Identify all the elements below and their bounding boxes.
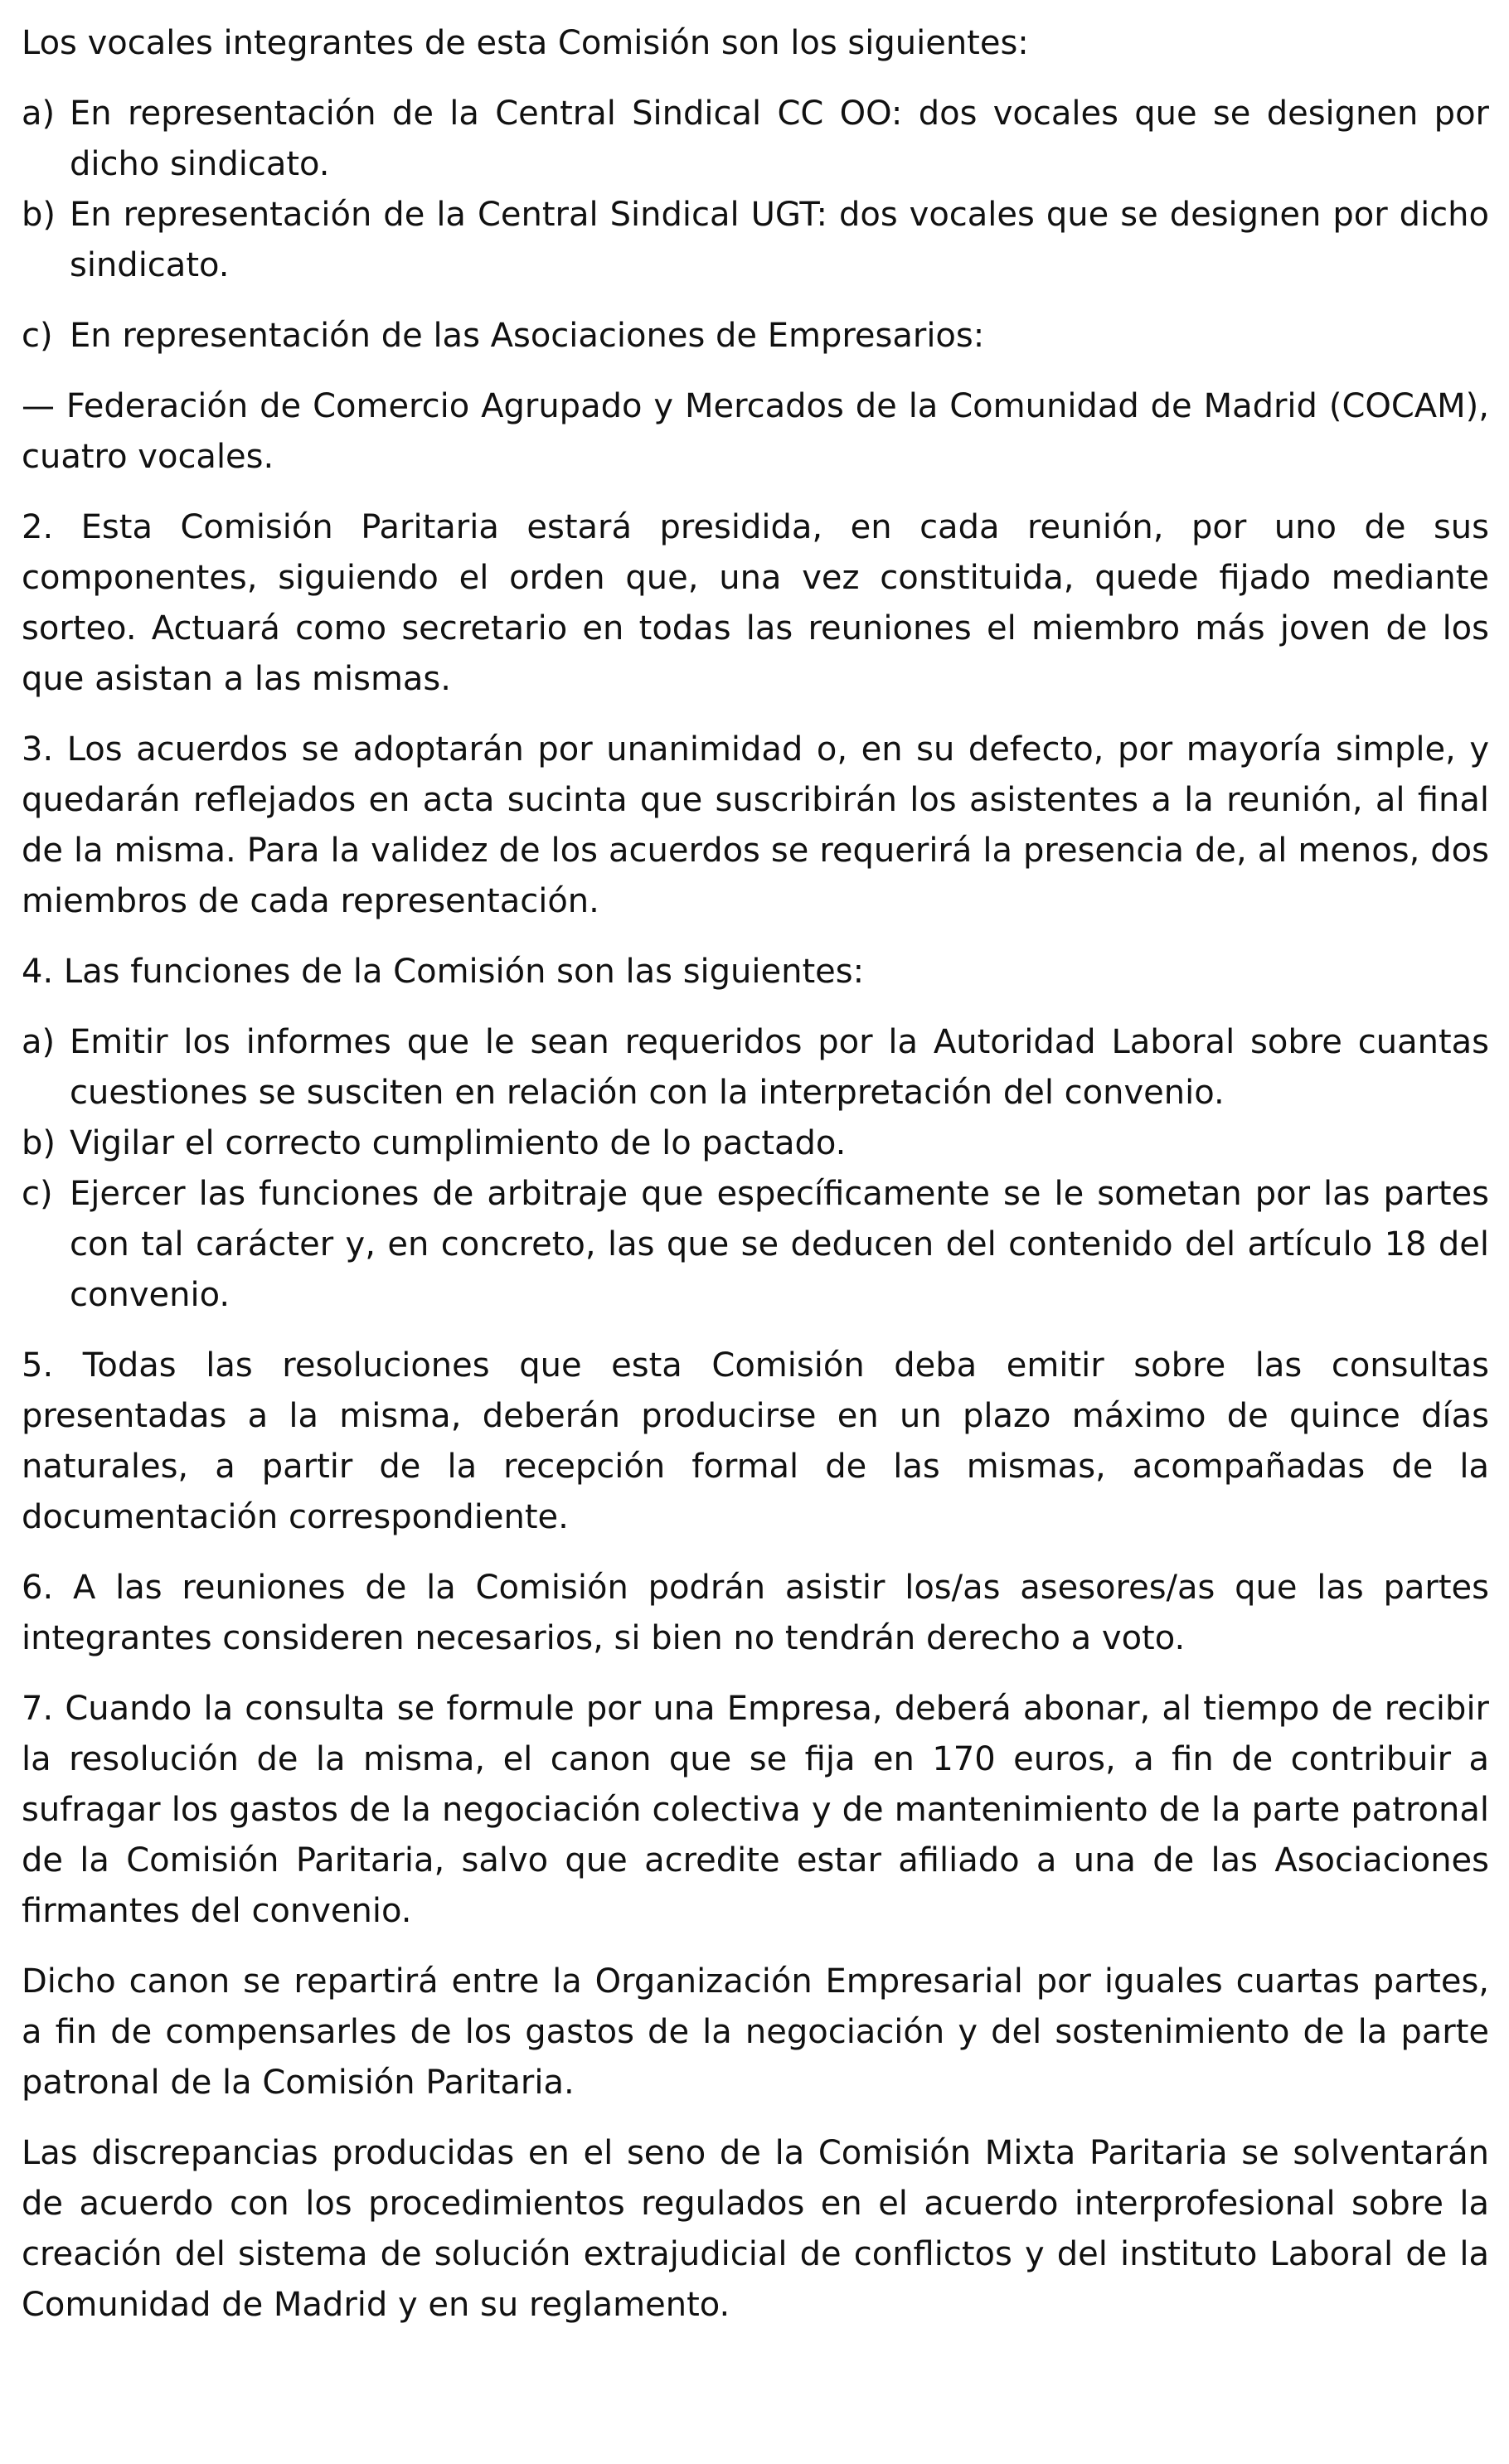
funciones-item-c: [22, 1169, 1489, 1321]
item-label: b): [22, 1124, 56, 1162]
paragraph-2: 2. Esta Comisión Paritaria estará presidida, en cada reunión, por uno de sus componentes, siguiendo el orden que, una vez constituida, quede fijado mediante sorteo. Actuará como secretario en todas las reuniones el miembro más joven de los que asistan a las mismas.: [22, 508, 1489, 698]
funciones-item-a: [22, 1017, 1489, 1118]
paragraph-4: 4. Las funciones de la Comisión son las siguientes:: [22, 953, 865, 991]
item-text: Emitir los informes que le sean requeridos por la Autoridad Laboral sobre cuantas cuestiones se susciten en relación con la interpretación del convenio.: [70, 1023, 1489, 1112]
cocam-dash-item: — Federación de Comercio Agrupado y Mercados de la Comunidad de Madrid (COCAM), cuatro vocales.: [22, 387, 1489, 476]
item-text: Vigilar el correcto cumplimiento de lo pactado.: [70, 1124, 847, 1162]
vocales-item-a: [22, 89, 1489, 190]
item-label: c): [22, 317, 53, 355]
paragraph-discrepancias: Las discrepancias producidas en el seno de la Comisión Mixta Paritaria se solventarán de acuerdo con los procedimientos regulados en el acuerdo interprofesional sobre la creación del sistema de solución extrajudicial de conflictos y del instituto Laboral de la Comunidad de Madrid y en su reglamento.: [22, 2134, 1489, 2324]
item-text: En representación de las Asociaciones de Empresarios:: [70, 317, 985, 355]
item-label: a): [22, 95, 56, 133]
intro-paragraph: Los vocales integrantes de esta Comisión son los siguientes:: [22, 24, 1029, 62]
paragraph-6: 6. A las reuniones de la Comisión podrán asistir los/as asesores/as que las partes integrantes consideren necesarios, si bien no tendrán derecho a voto.: [22, 1569, 1489, 1657]
item-text: En representación de la Central Sindical CC OO: dos vocales que se designen por dicho sindicato.: [70, 95, 1489, 183]
item-label: a): [22, 1023, 56, 1061]
document-page: [22, 18, 1489, 2350]
paragraph-7: 7. Cuando la consulta se formule por una Empresa, deberá abonar, al tiempo de recibir la resolución de la misma, el canon que se fija en 170 euros, a fin de contribuir a sufragar los gastos de la negociación colectiva y de mantenimiento de la parte patronal de la Comisión Paritaria, salvo que acredite estar afiliado a una de las Asociaciones firmantes del convenio.: [22, 1690, 1489, 1930]
vocales-item-c: [22, 311, 1489, 361]
item-text: Ejercer las funciones de arbitraje que específicamente se le sometan por las partes con tal carácter y, en concreto, las que se deducen del contenido del artículo 18 del convenio.: [70, 1175, 1489, 1314]
item-text: En representación de la Central Sindical UGT: dos vocales que se designen por dicho sindicato.: [70, 196, 1489, 284]
paragraph-5: 5. Todas las resoluciones que esta Comisión deba emitir sobre las consultas presentadas a la misma, deberán producirse en un plazo máximo de quince días naturales, a partir de la recepción formal de las mismas, acompañadas de la documentación correspondiente.: [22, 1346, 1489, 1536]
funciones-item-b: [22, 1118, 1489, 1169]
item-label: b): [22, 196, 56, 234]
paragraph-3: 3. Los acuerdos se adoptarán por unanimidad o, en su defecto, por mayoría simple, y quedarán reflejados en acta sucinta que suscribirán los asistentes a la reunión, al final de la misma. Para la validez de los acuerdos se requerirá la presencia de, al menos, dos miembros de cada representación.: [22, 730, 1489, 920]
item-label: c): [22, 1175, 53, 1213]
vocales-item-b: [22, 190, 1489, 291]
paragraph-canon: Dicho canon se repartirá entre la Organización Empresarial por iguales cuartas partes, a fin de compensarles de los gastos de la negociación y del sostenimiento de la parte patronal de la Comisión Paritaria.: [22, 1962, 1489, 2102]
